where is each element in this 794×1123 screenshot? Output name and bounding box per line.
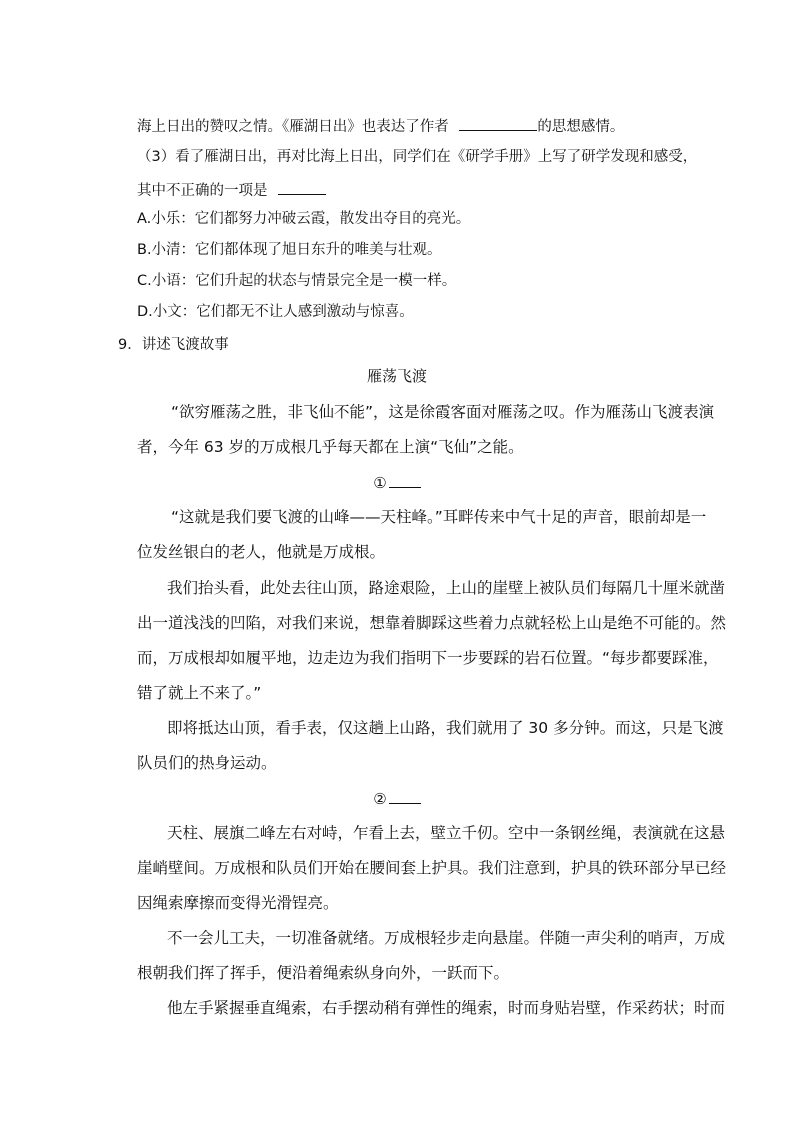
option-a: A.小乐：它们都努力冲破云霞，散发出夺目的亮光。 bbox=[137, 211, 471, 227]
q9-heading: 9．讲述飞渡故事 bbox=[118, 337, 229, 353]
p3-line1: 我们抬头看，此处去往山顶，路途艰险，上山的崖壁上被队员们每隔几十厘米就凿 bbox=[167, 579, 726, 597]
p5-line2: 崖峭壁间。万成根和队员们开始在腰间套上护具。我们注意到，护具的铁环部分早已经 bbox=[137, 859, 727, 877]
p2-line2: 位发丝银白的老人，他就是万成根。 bbox=[137, 543, 386, 561]
p1-line1: “欲穷雁荡之胜，非飞仙不能”，这是徐霞客面对雁荡之叹。作为雁荡山飞渡表演 bbox=[171, 403, 715, 421]
answer-blank-feeling[interactable] bbox=[459, 114, 537, 131]
p6-line2: 根朝我们挥了挥手，便沿着绳索纵身向外，一跃而下。 bbox=[137, 964, 510, 982]
p5-line3: 因绳索摩擦而变得光滑锃亮。 bbox=[137, 894, 339, 912]
p3-line4: 错了就上不来了。” bbox=[137, 684, 262, 702]
q8-sub3-line1: （3）看了雁湖日出，再对比海上日出，同学们在《研学手册》上写了研学发现和感受， bbox=[137, 149, 698, 165]
marker-1: ① bbox=[373, 474, 387, 492]
p7-line1: 他左手紧握垂直绳索，右手摆动稍有弹性的绳索，时而身贴岩壁，作采药状；时而 bbox=[167, 999, 726, 1017]
q8-sub3-prompt: 其中不正确的一项是 bbox=[137, 183, 273, 199]
option-b: B.小清：它们都体现了旭日东升的唯美与壮观。 bbox=[137, 242, 442, 258]
option-c: C.小语：它们升起的状态与情景完全是一模一样。 bbox=[137, 273, 457, 289]
p4-line1: 即将抵达山顶，看手表，仅这趟上山路，我们就用了 30 多分钟。而这，只是飞渡 bbox=[167, 719, 724, 737]
answer-blank-choice[interactable] bbox=[278, 178, 326, 195]
section-marker-1 bbox=[0, 471, 794, 493]
answer-blank-heading-2[interactable] bbox=[389, 787, 421, 804]
p3-line2: 出一道浅浅的凹陷，对我们来说，想靠着脚踩这些着力点就轻松上山是绝不可能的。然 bbox=[137, 614, 727, 632]
q8-continuation-line bbox=[137, 114, 624, 137]
marker-2: ② bbox=[373, 790, 387, 808]
p3-line3: 而，万成根却如履平地，边走边为我们指明下一步要踩的岩石位置。“每步都要踩准， bbox=[137, 649, 719, 667]
answer-blank-heading-1[interactable] bbox=[389, 471, 421, 488]
p6-line1: 不一会儿工夫，一切准备就绪。万成根轻步走向悬崖。伴随一声尖利的哨声，万成 bbox=[167, 929, 726, 947]
p1-line2: 者，今年 63 岁的万成根几乎每天都在上演“飞仙”之能。 bbox=[137, 438, 524, 456]
p4-line2: 队员们的热身运动。 bbox=[137, 754, 277, 772]
q8-sub3-line2 bbox=[137, 178, 326, 201]
p5-line1: 天柱、展旗二峰左右对峙，乍看上去，壁立千仞。空中一条钢丝绳，表演就在这悬 bbox=[167, 824, 726, 842]
p2-line1: “这就是我们要飞渡的山峰——天柱峰。”耳畔传来中气十足的声音，眼前却是一 bbox=[171, 508, 707, 526]
q8-continuation-tail: 的思想感情。 bbox=[537, 119, 625, 135]
option-d: D.小文：它们都无不让人感到激动与惊喜。 bbox=[137, 304, 414, 320]
article-title: 雁荡飞渡 bbox=[366, 367, 427, 385]
section-marker-2 bbox=[0, 787, 794, 809]
q8-continuation-text: 海上日出的赞叹之情。《雁湖日出》也表达了作者 bbox=[137, 119, 454, 135]
